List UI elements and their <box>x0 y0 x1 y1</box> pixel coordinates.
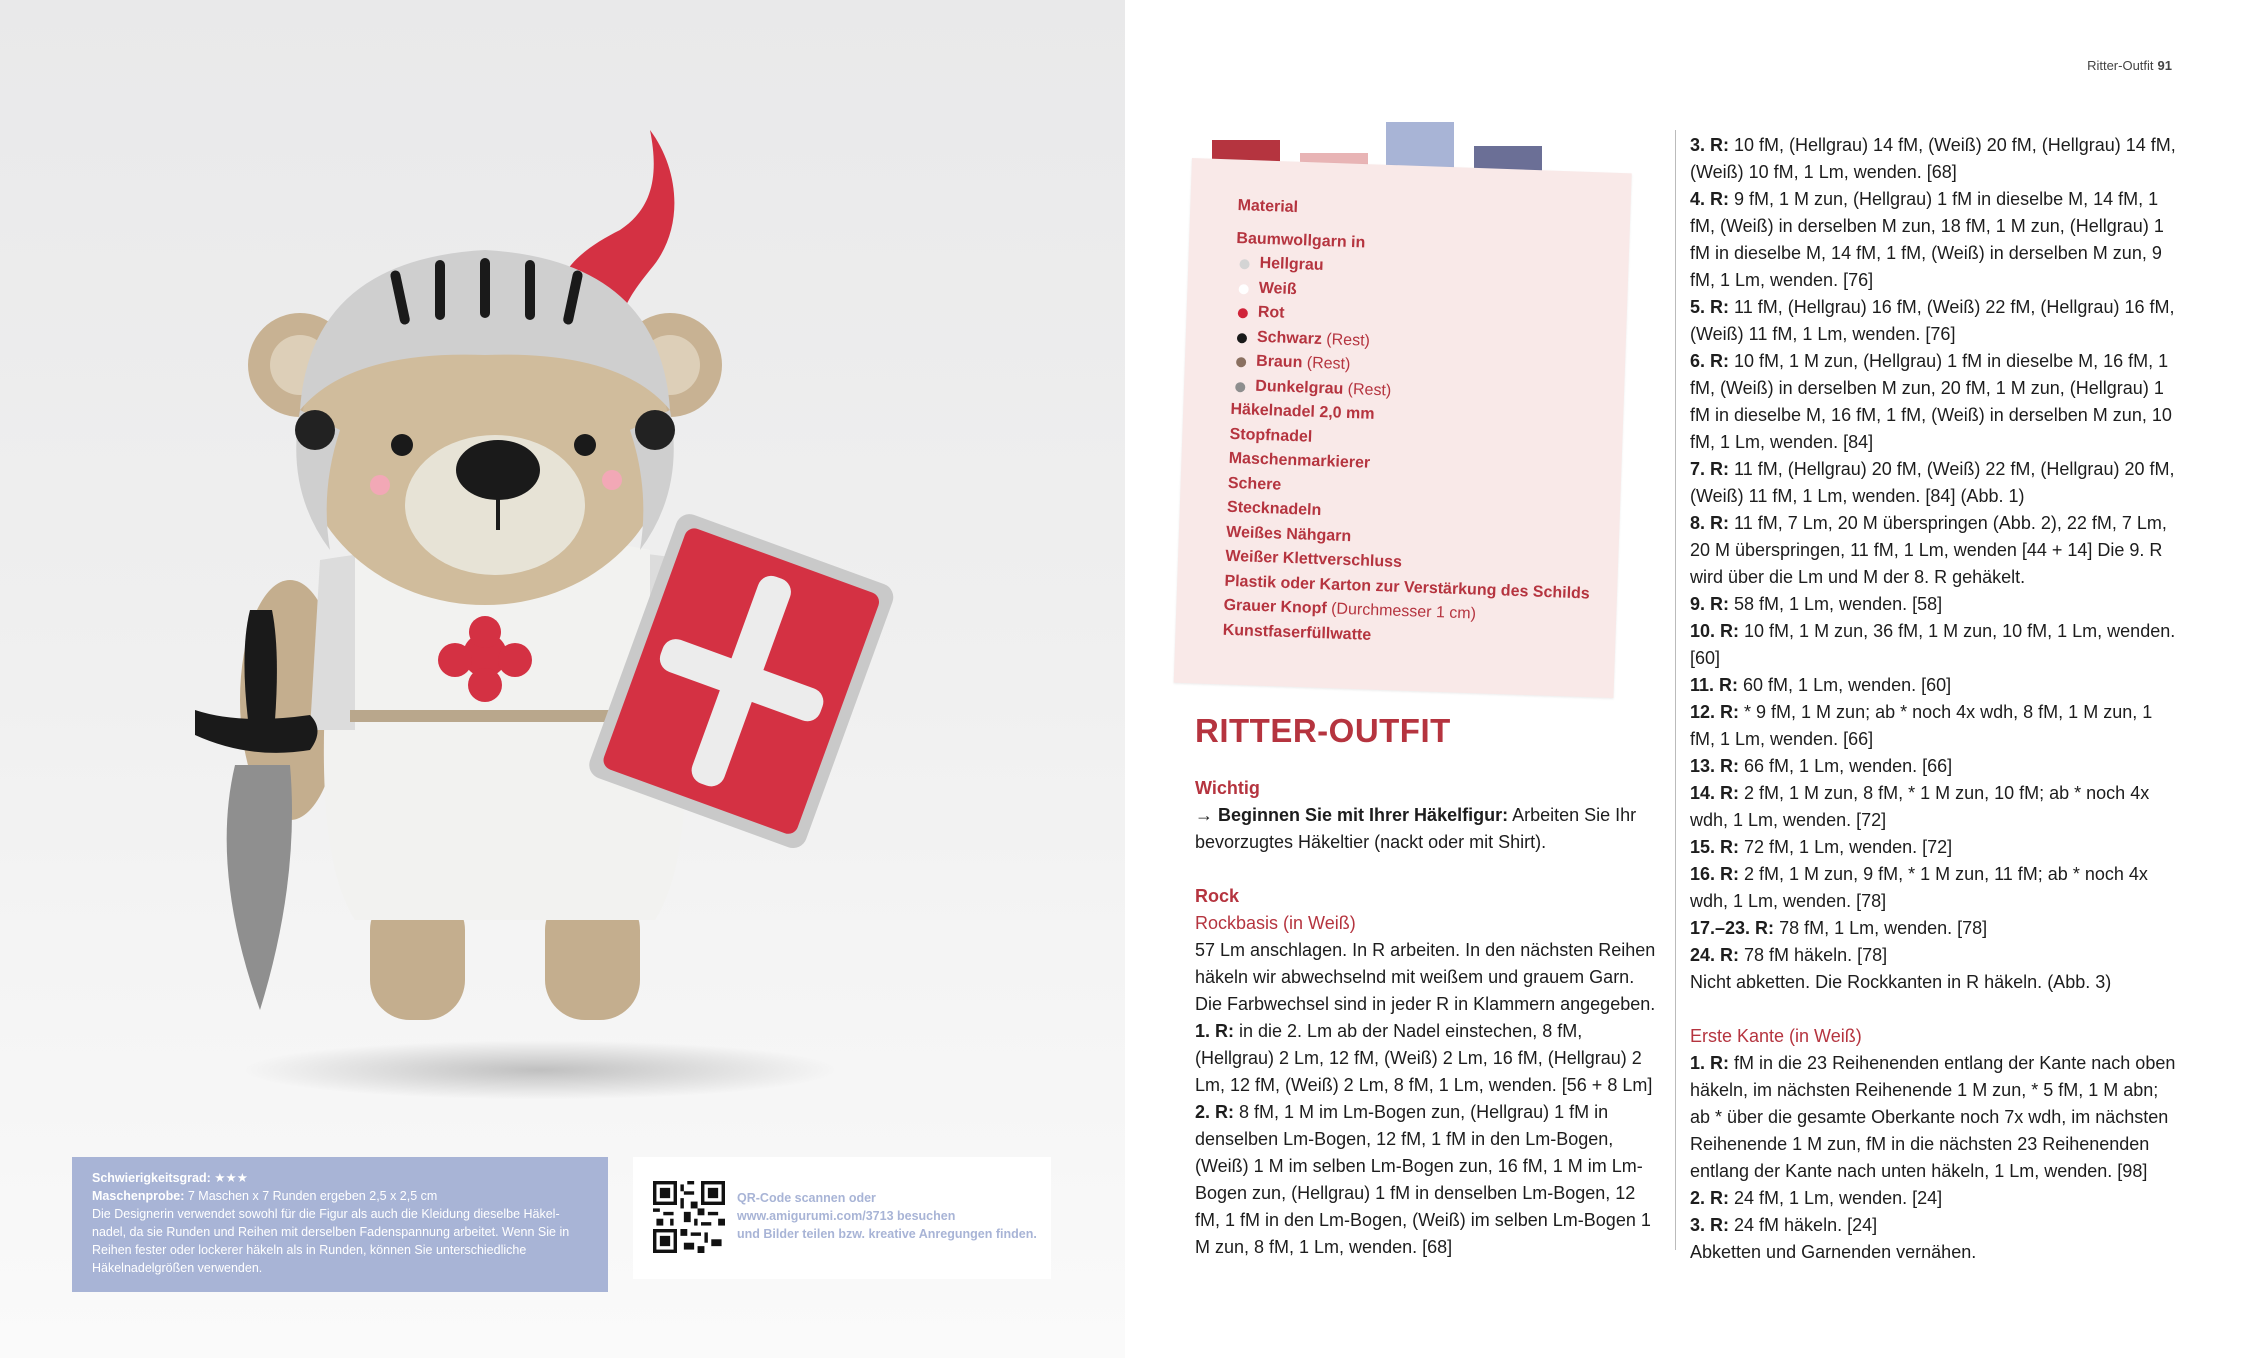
row-label: 14. R: <box>1690 783 1740 803</box>
yarn-note: (Rest) <box>1342 380 1392 399</box>
material-item-name: Maschenmarkierer <box>1228 449 1371 472</box>
yarn-name: Schwarz <box>1256 328 1323 348</box>
arrow-icon: → <box>1195 805 1219 825</box>
row-text: 11 fM, 7 Lm, 20 M überspringen (Abb. 2), 22 fM, 7 Lm, 20 M überspringen, 11 fM, 1 Lm, wenden [44 + 14] Die 9. R wird über die Lm und M der 8. R gehäkelt. <box>1690 513 2167 587</box>
pattern-row <box>1690 132 2180 186</box>
pattern-row <box>1690 591 2180 618</box>
pattern-row <box>1690 186 2180 294</box>
color-dot-icon <box>1239 259 1249 269</box>
yarn-name: Weiß <box>1258 279 1297 298</box>
row-label: 4. R: <box>1690 189 1730 209</box>
pattern-row <box>1690 672 2180 699</box>
row-label: 3. R: <box>1690 135 1730 155</box>
pattern-row <box>1690 294 2180 348</box>
qr-line-1: QR-Code scannen oder <box>737 1191 876 1205</box>
color-dot-icon <box>1237 333 1247 343</box>
pattern-row <box>1690 861 2180 915</box>
pattern-row <box>1690 699 2180 753</box>
material-item-note: (Durchmesser 1 cm) <box>1326 600 1477 623</box>
yarn-name: Braun <box>1255 352 1303 372</box>
material-item-name: Stecknadeln <box>1226 498 1322 520</box>
material-item-name: Weißer Klettverschluss <box>1225 547 1403 571</box>
rock-intro: 57 Lm anschlagen. In R arbeiten. In den nächsten Reihen häkeln wir abwechselnd mit weißem und grauem Garn. Die Farbwechsel sind in jeder R in Klammern angegeben. <box>1195 940 1656 1014</box>
row-text: 78 fM, 1 Lm, wenden. [78] <box>1774 918 1988 938</box>
yarn-list <box>1231 251 1656 413</box>
pattern-row <box>1690 915 2180 942</box>
row-label: 1. R: <box>1690 1053 1730 1073</box>
row-label: 1. R: <box>1195 1021 1235 1041</box>
row-label: 3. R: <box>1690 1215 1730 1235</box>
rock-heading: Rock <box>1195 886 1240 906</box>
row-text: * 9 fM, 1 M zun; ab * noch 4x wdh, 8 fM, 1 M zun, 1 fM, 1 Lm, wenden. [66] <box>1690 702 2153 749</box>
pattern-row <box>1690 753 2180 780</box>
erste-kante-subheading: Erste Kante (in Weiß) <box>1690 1026 1862 1046</box>
row-label: 5. R: <box>1690 297 1730 317</box>
row-text: 24 fM, 1 Lm, wenden. [24] <box>1729 1188 1943 1208</box>
row-text: 10 fM, 1 M zun, 36 fM, 1 M zun, 10 fM, 1 Lm, wenden. [60] <box>1690 621 2176 668</box>
row-label: 24. R: <box>1690 945 1740 965</box>
material-item-name: Häkelnadel 2,0 mm <box>1230 400 1375 423</box>
row-text: 8 fM, 1 M im Lm-Bogen zun, (Hellgrau) 1 fM in denselben Lm-Bogen, 12 fM, 1 fM in den Lm-Bogen, (Weiß) 1 M im selben Lm-Bogen zun, 16 fM, 1 M im Lm-Bogen zun, (Hellgrau) 1 fM in denselben Lm-Bogen, 12 fM, 1 fM in den Lm-Bogen, (Weiß) im selben Lm-Bogen 1 M zun, 8 fM, 1 Lm, wenden. [68] <box>1195 1102 1651 1257</box>
rows-left <box>1195 1018 1665 1261</box>
row-label: 2. R: <box>1690 1188 1730 1208</box>
qr-box <box>633 1157 1051 1279</box>
wichtig-text <box>1195 802 1665 856</box>
row-label: 13. R: <box>1690 756 1740 776</box>
pattern-row <box>1690 456 2180 510</box>
material-item-name: Weißes Nähgarn <box>1225 523 1352 545</box>
row-text: 66 fM, 1 Lm, wenden. [66] <box>1739 756 1953 776</box>
row-label: 2. R: <box>1195 1102 1235 1122</box>
pattern-row <box>1690 348 2180 456</box>
row-label: 11. R: <box>1690 675 1739 695</box>
difficulty-info-box <box>72 1157 608 1292</box>
column-divider <box>1675 130 1676 1250</box>
pattern-row <box>1690 1212 2180 1239</box>
gauge-text: 7 Maschen x 7 Runden ergeben 2,5 x 2,5 cm <box>184 1189 438 1203</box>
material-item-name: Plastik oder Karton zur Verstärkung des Schilds <box>1224 572 1591 603</box>
material-item-name: Kunstfaserfüllwatte <box>1222 621 1372 644</box>
pattern-row <box>1690 1185 2180 1212</box>
wichtig-body: Arbeiten Sie Ihr bevorzugtes Häkeltier (nackt oder mit Shirt). <box>1195 805 1637 852</box>
row-label: 9. R: <box>1690 594 1730 614</box>
color-dot-icon <box>1235 382 1245 392</box>
color-dot-icon <box>1236 357 1246 367</box>
difficulty-label: Schwierigkeitsgrad: <box>92 1171 211 1185</box>
row-text: in die 2. Lm ab der Nadel einstechen, 8 fM, (Hellgrau) 2 Lm, 12 fM, (Weiß) 2 Lm, 16 fM, (Hellgrau) 2 Lm, 12 fM, (Weiß) 2 Lm, 8 fM, 1 Lm, wenden. [56 + 8 Lm] <box>1195 1021 1653 1095</box>
page-number: 91 <box>2157 58 2172 73</box>
pattern-row <box>1195 1018 1665 1099</box>
row-text: 9 fM, 1 M zun, (Hellgrau) 1 fM in dieselbe M, 14 fM, 1 fM, (Weiß) in derselben M zun, 18 fM, 1 M zun, (Hellgrau) 1 fM in dieselbe M, 14 fM, 1 fM, (Weiß) in derselben M zun, 9 fM, 1 Lm, wenden. [76] <box>1690 189 2164 290</box>
row-label: 10. R: <box>1690 621 1740 641</box>
pattern-row <box>1690 1050 2180 1185</box>
rows-right <box>1690 132 2180 969</box>
running-head: Ritter-Outfit <box>2087 58 2154 73</box>
pattern-row <box>1690 510 2180 591</box>
material-heading: Material <box>1237 196 1299 217</box>
row-label: 16. R: <box>1690 864 1740 884</box>
row-label: 17.–23. R: <box>1690 918 1775 938</box>
kante-closing: Abketten und Garnenden vernähen. <box>1690 1242 1977 1262</box>
material-item-name: Stopfnadel <box>1229 425 1313 446</box>
material-items <box>1222 398 1650 658</box>
gauge-label: Maschenprobe: <box>92 1189 185 1203</box>
row-text: 11 fM, (Hellgrau) 20 fM, (Weiß) 22 fM, (Hellgrau) 20 fM, (Weiß) 11 fM, 1 Lm, wenden. [84] (Abb. 1) <box>1690 459 2175 506</box>
wichtig-bold: Beginnen Sie mit Ihrer Häkelfigur: <box>1218 805 1509 825</box>
row-text: 72 fM, 1 Lm, wenden. [72] <box>1739 837 1953 857</box>
page-title: RITTER-OUTFIT <box>1195 712 1451 749</box>
color-dot-icon <box>1239 284 1249 294</box>
rock-closing: Nicht abketten. Die Rockkanten in R häkeln. (Abb. 3) <box>1690 972 2112 992</box>
qr-line-3: und Bilder teilen bzw. kreative Anregungen finden. <box>737 1227 1037 1241</box>
knight-bear-image <box>180 110 980 1060</box>
row-label: 8. R: <box>1690 513 1730 533</box>
difficulty-stars: ★★★ <box>214 1171 248 1185</box>
yarn-note: (Rest) <box>1302 354 1351 374</box>
yarn-note: (Rest) <box>1321 330 1371 350</box>
row-text: 2 fM, 1 M zun, 9 fM, * 1 M zun, 11 fM; ab * noch 4x wdh, 1 Lm, wenden. [78] <box>1690 864 2148 911</box>
row-text: 60 fM, 1 Lm, wenden. [60] <box>1738 675 1952 695</box>
wichtig-heading: Wichtig <box>1195 778 1260 798</box>
pattern-row <box>1690 942 2180 969</box>
row-text: 58 fM, 1 Lm, wenden. [58] <box>1729 594 1943 614</box>
page-header <box>2087 58 2172 73</box>
rockbasis-subheading: Rockbasis (in Weiß) <box>1195 913 1356 933</box>
pattern-row <box>1690 834 2180 861</box>
pattern-row <box>1690 618 2180 672</box>
pattern-row <box>1690 780 2180 834</box>
row-text: 24 fM häkeln. [24] <box>1729 1215 1878 1235</box>
row-text: 78 fM häkeln. [78] <box>1739 945 1888 965</box>
yarn-name: Rot <box>1257 303 1285 322</box>
material-item-name: Grauer Knopf <box>1223 596 1327 618</box>
left-column <box>1195 775 1665 1261</box>
material-item-name: Schere <box>1227 474 1282 494</box>
row-text: 11 fM, (Hellgrau) 16 fM, (Weiß) 22 fM, (Hellgrau) 16 fM, (Weiß) 11 fM, 1 Lm, wenden. [76] <box>1690 297 2175 344</box>
row-label: 7. R: <box>1690 459 1730 479</box>
qr-code-icon[interactable] <box>653 1181 725 1253</box>
row-text: 10 fM, (Hellgrau) 14 fM, (Weiß) 20 fM, (Hellgrau) 14 fM, (Weiß) 10 fM, 1 Lm, wenden. [68] <box>1690 135 2176 182</box>
row-label: 15. R: <box>1690 837 1740 857</box>
row-label: 12. R: <box>1690 702 1740 722</box>
pattern-row <box>1195 1099 1665 1261</box>
yarn-name: Dunkelgrau <box>1255 377 1344 398</box>
material-list <box>1222 194 1657 657</box>
row-label: 6. R: <box>1690 351 1730 371</box>
yarn-heading: Baumwollgarn in <box>1236 229 1366 251</box>
right-column <box>1690 132 2180 1266</box>
row-text: 10 fM, 1 M zun, (Hellgrau) 1 fM in dieselbe M, 16 fM, 1 fM, (Weiß) in derselben M zun, 20 fM, 1 M zun, (Hellgrau) 1 fM in dieselbe M, 16 fM, 1 fM, (Weiß) in derselben M zun, 10 fM, 1 Lm, wenden. [84] <box>1690 351 2172 452</box>
rows-kante <box>1690 1050 2180 1239</box>
color-dot-icon <box>1238 308 1248 318</box>
designer-note: Die Designerin verwendet sowohl für die Figur als auch die Kleidung dieselbe Häkelnadel, da sie Runden und Reihen mit derselben Fadenspannung arbeitet. Wenn Sie in Reihen fester oder lockerer häkeln als in Runden, können Sie unterschiedliche Häkelnadelgrößen verwenden. <box>92 1207 570 1275</box>
qr-text <box>737 1189 1037 1243</box>
qr-link[interactable]: www.amigurumi.com/3713 besuchen <box>737 1209 956 1223</box>
row-text: fM in die 23 Reihenenden entlang der Kante nach oben häkeln, im nächsten Reihenende 1 M zun, * 5 fM, 1 M abn; ab * über die gesamte Oberkante noch 7x wdh, im nächsten Reihenende 1 M zun, fM in die nächsten 23 Reihenenden entlang der Kante nach unten häkeln, 1 Lm, wenden. [98] <box>1690 1053 2176 1181</box>
row-text: 2 fM, 1 M zun, 8 fM, * 1 M zun, 10 fM; ab * noch 4x wdh, 1 Lm, wenden. [72] <box>1690 783 2150 830</box>
yarn-name: Hellgrau <box>1259 254 1324 275</box>
